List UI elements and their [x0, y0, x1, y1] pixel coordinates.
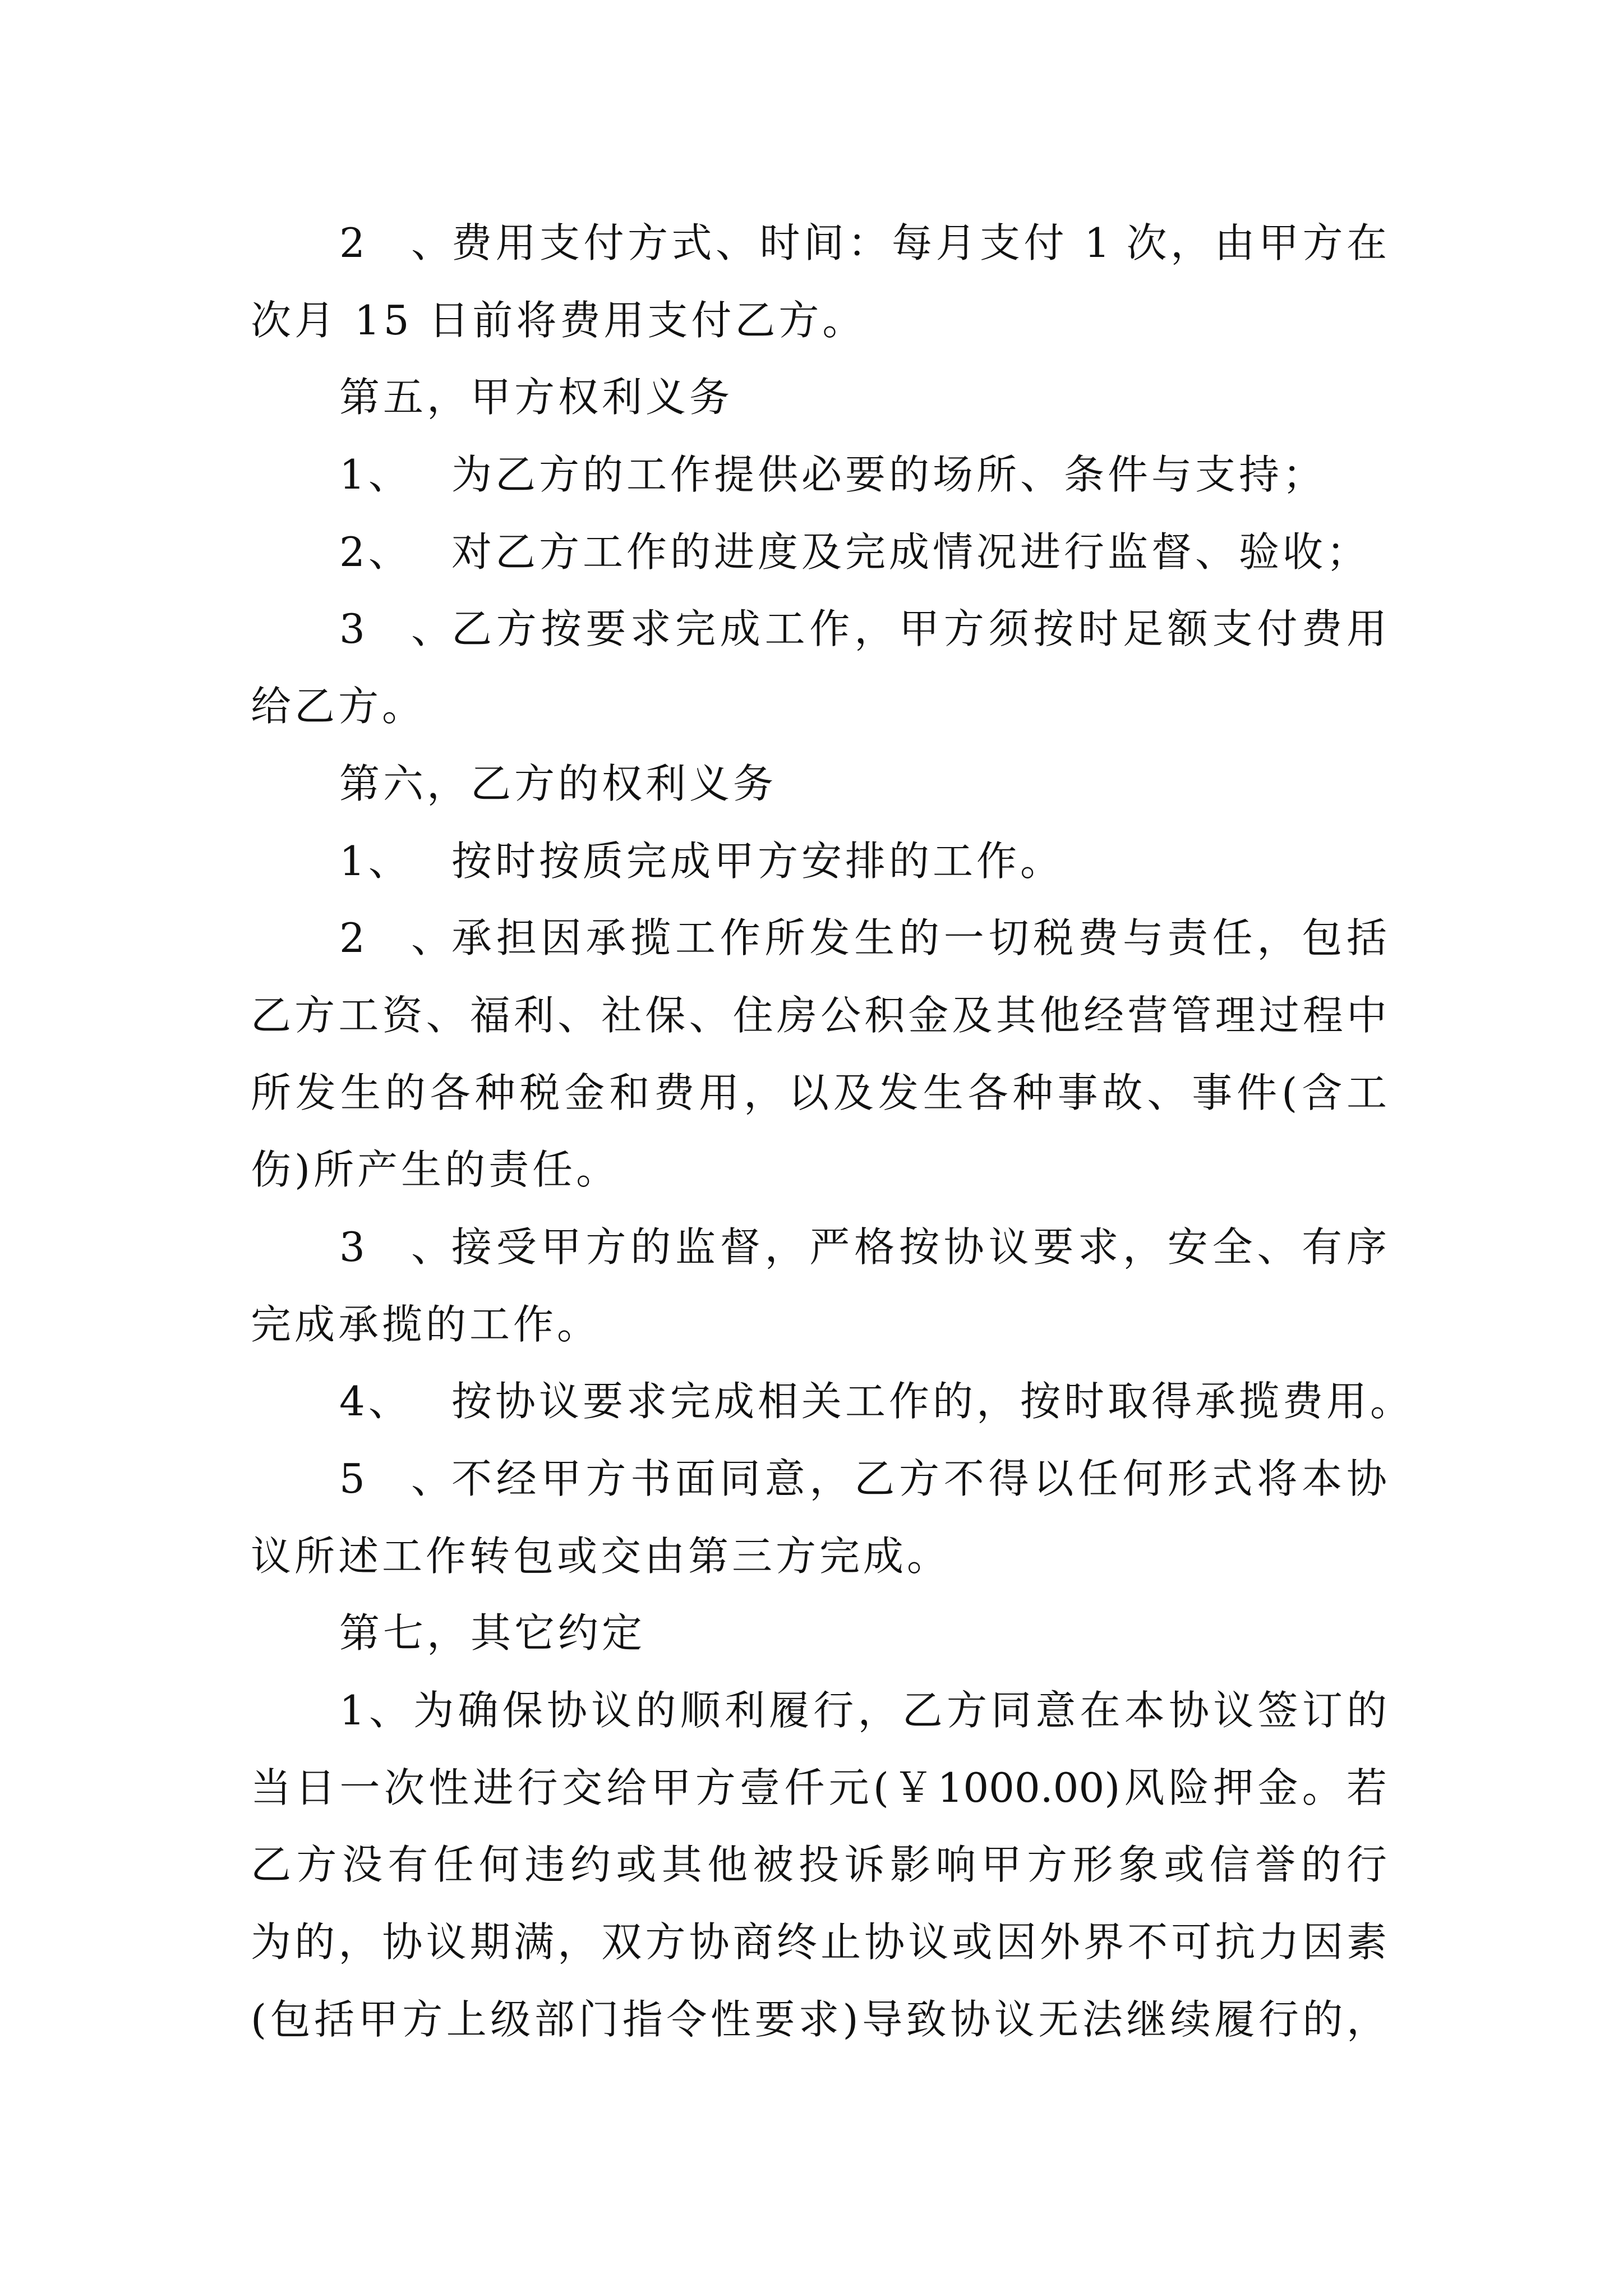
text-line: 乙方工资、福利、社保、住房公积金及其他经营管理过程中 — [251, 991, 1387, 1039]
item-number: 1、 — [339, 1687, 414, 1734]
text-line: 所发生的各种税金和费用，以及发生各种事故、事件(含工 — [251, 1069, 1387, 1116]
item-number: 2、 — [339, 528, 412, 576]
item-number: 4、 — [339, 1378, 412, 1425]
text-line: 为的，协议期满，双方协商终止协议或因外界不可抗力因素 — [251, 1918, 1387, 1966]
clause-item — [251, 591, 1387, 745]
item-text: 按协议要求完成相关工作的，按时取得承揽费用。 — [451, 1378, 1414, 1425]
clause-item — [251, 1363, 1414, 1441]
clause-item — [251, 900, 1387, 1209]
section-heading: 第五，甲方权利义务 — [339, 374, 734, 421]
clause-item — [251, 436, 1387, 514]
document-body — [251, 205, 1414, 2059]
text-line — [251, 823, 1387, 900]
text-line — [251, 1672, 1387, 1750]
text-line: 完成承揽的工作。 — [251, 1300, 601, 1348]
item-number: 2、 — [339, 914, 451, 962]
item-text: 为确保协议的顺利履行，乙方同意在本协议签订的 — [413, 1687, 1387, 1734]
item-text: 接受甲方的监督，严格按协议要求，安全、有序 — [451, 1223, 1387, 1271]
text-line: 议所述工作转包或交由第三方完成。 — [251, 1532, 951, 1580]
text-line — [251, 1363, 1414, 1441]
text-line — [251, 205, 1387, 282]
text-line: (包括甲方上级部门指令性要求)导致协议无法继续履行的， — [251, 1995, 1387, 2043]
item-text: 费用支付方式、时间：每月支付 1 次，由甲方在 — [451, 219, 1387, 266]
item-number: 5、 — [339, 1455, 451, 1502]
section-heading: 第七，其它约定 — [339, 1609, 646, 1657]
section-party-b-rights — [251, 746, 1414, 1595]
item-number: 2、 — [339, 219, 451, 266]
item-number: 1、 — [339, 451, 412, 499]
text-line — [251, 900, 1387, 977]
section-other-terms — [251, 1595, 1387, 2058]
item-number: 3、 — [339, 1223, 451, 1271]
text-line: 当日一次性进行交给甲方壹仟元(￥1000.00)风险押金。若 — [251, 1764, 1387, 1811]
clause-item — [251, 514, 1387, 591]
item-text: 按时按质完成甲方安排的工作。 — [451, 837, 1064, 885]
text-line: 乙方没有任何违约或其他被投诉影响甲方形象或信誉的行 — [251, 1841, 1387, 1889]
item-text: 承担因承揽工作所发生的一切税费与责任，包括 — [451, 914, 1387, 962]
clause-item-deposit — [251, 1672, 1387, 2058]
item-text: 乙方按要求完成工作，甲方须按时足额支付费用 — [451, 605, 1387, 653]
text-line: 次月 15 日前将费用支付乙方。 — [251, 296, 866, 344]
section-party-a-rights — [251, 359, 1387, 745]
text-line — [251, 1441, 1387, 1518]
clause-item — [251, 1441, 1387, 1595]
text-line: 伤)所产生的责任。 — [251, 1146, 620, 1194]
item-text: 对乙方工作的进度及完成情况进行监督、验收； — [451, 528, 1371, 576]
text-line — [251, 1209, 1387, 1286]
text-line — [251, 514, 1387, 591]
item-number: 3、 — [339, 605, 451, 653]
item-number: 1、 — [339, 837, 412, 885]
clause-item-payment-method — [251, 205, 1387, 359]
text-line — [251, 436, 1387, 514]
item-text: 为乙方的工作提供必要的场所、条件与支持； — [451, 451, 1327, 499]
section-heading: 第六，乙方的权利义务 — [339, 760, 777, 807]
clause-item — [251, 823, 1387, 900]
text-line — [251, 591, 1387, 668]
item-text: 不经甲方书面同意，乙方不得以任何形式将本协 — [451, 1455, 1387, 1502]
clause-item — [251, 1209, 1387, 1363]
text-line: 给乙方。 — [251, 683, 426, 730]
